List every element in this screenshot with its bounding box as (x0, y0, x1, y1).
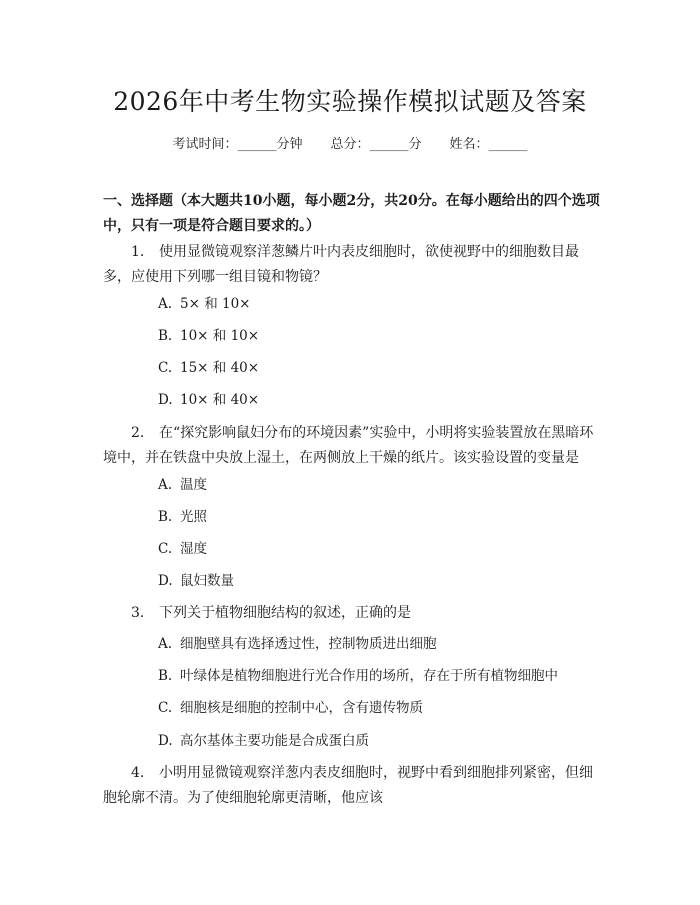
option-text: 温度 (180, 477, 207, 493)
question-text: 在“探究影响鼠妇分布的环境因素”实验中，小明将实验装置放在黑暗环境中，并在铁盘中央放上湿土，在两侧放上干燥的纸片。该实验设置的变量是 (103, 425, 594, 466)
option-2d (158, 570, 234, 592)
exam-time-label: 考试时间：______分钟 (172, 137, 303, 152)
option-text: 5× 和 10× (180, 296, 251, 312)
option-letter: C. (158, 541, 173, 557)
question-text: 下列关于植物细胞结构的叙述，正确的是 (159, 605, 411, 621)
option-letter: D. (158, 392, 173, 408)
option-text: 10× 和 40× (180, 392, 260, 408)
section-heading-choice: 一、选择题（本大题共10小题，每小题2分，共20分。在每小题给出的四个选项中，只有一项是符合题目要求的。） (103, 193, 600, 234)
option-letter: C. (158, 700, 173, 716)
question-number: 4. (131, 765, 145, 781)
option-letter: A. (158, 477, 173, 493)
question-text: 使用显微镜观察洋葱鳞片叶内表皮细胞时，欲使视野中的细胞数目最多，应使用下列哪一组目镜和物镜？ (103, 244, 579, 285)
question-3 (103, 601, 603, 626)
option-letter: A. (158, 636, 173, 652)
option-2a (158, 474, 207, 496)
question-number: 3. (131, 605, 145, 621)
option-text: 15× 和 40× (180, 360, 260, 376)
option-text: 高尔基体主要功能是合成蛋白质 (180, 733, 369, 749)
option-1b (158, 325, 259, 347)
option-3d (158, 730, 369, 752)
option-letter: B. (158, 509, 173, 525)
total-score-label: 总分：______分 (330, 137, 422, 152)
student-name-label: 姓名：______ (449, 137, 528, 152)
option-3b (158, 665, 558, 687)
question-text: 小明用显微镜观察洋葱内表皮细胞时，视野中看到细胞排列紧密，但细胞轮廓不清。为了使细胞轮廓更清晰，他应该 (103, 765, 593, 806)
option-letter: D. (158, 573, 173, 589)
option-3a (158, 633, 437, 655)
question-1 (103, 240, 603, 290)
option-letter: D. (158, 733, 173, 749)
option-text: 光照 (180, 509, 207, 525)
option-1d (158, 389, 259, 411)
question-2 (103, 421, 603, 471)
option-2c (158, 538, 207, 560)
question-number: 1. (131, 244, 145, 260)
question-4 (103, 761, 603, 811)
option-text: 叶绿体是植物细胞进行光合作用的场所，存在于所有植物细胞中 (180, 668, 558, 684)
option-letter: A. (158, 296, 173, 312)
option-text: 细胞核是细胞的控制中心，含有遗传物质 (180, 700, 423, 716)
option-2b (158, 506, 207, 528)
option-text: 湿度 (180, 541, 207, 557)
option-text: 细胞壁具有选择透过性，控制物质进出细胞 (180, 636, 437, 652)
option-text: 10× 和 10× (180, 328, 260, 344)
option-3c (158, 697, 423, 719)
option-text: 鼠妇数量 (180, 573, 234, 589)
option-letter: B. (158, 668, 173, 684)
option-letter: C. (158, 360, 173, 376)
option-1c (158, 357, 259, 379)
option-1a (158, 293, 250, 315)
page-title: 2026年中考生物实验操作模拟试题及答案 (113, 87, 587, 116)
option-letter: B. (158, 328, 173, 344)
exam-meta (0, 133, 700, 152)
question-number: 2. (131, 425, 145, 441)
